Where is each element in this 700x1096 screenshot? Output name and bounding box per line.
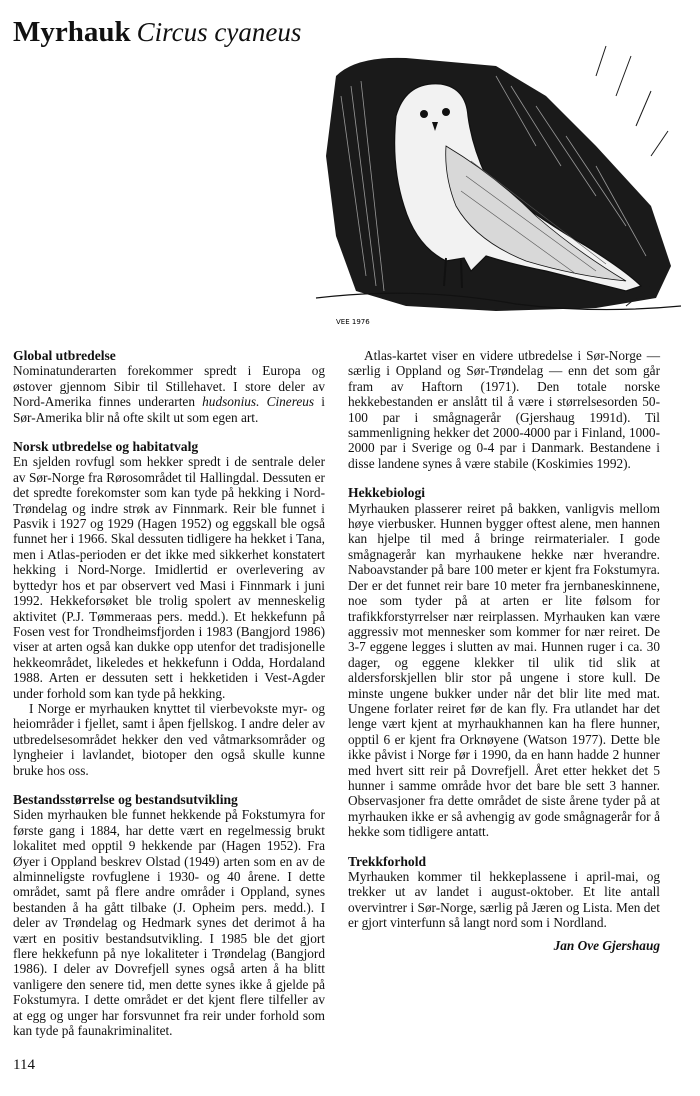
section-heading-migration: Trekkforhold bbox=[348, 853, 427, 869]
common-name: Myrhauk bbox=[13, 16, 131, 48]
section-heading-population: Bestandsstørrelse og bestandsutvikling bbox=[13, 791, 238, 807]
norway-paragraph-1: En sjelden rovfugl som hekker spredt i de sentrale deler av Sør-Norge fra Rørosområdet til Hallingdal. Dessuten er det spredte forekomster som kan tyde på hekking i Nord-Trøndelag og indre strøk av Finnmark. Reir ble funnet i Pasvik i 1927 og 1929 (Hagen 1952) og eggskall ble også funnet her i 1966. Skal dessuten tidligere ha hekket i Tana, men i Atlas-perioden er det ikke med sikkerhet konstatert hekking i Nord-Norge. Imidlertid er overlevering av byttedyr hos et par observert ved Masi i Finnmark i juni 1992. Hekkeforsøket ble trolig spolert av menneskelig aktivitet (P.J. Tømmeraas pers. medd.). Et hekkefunn på Fosen vest for Trondheimsfjorden i 1983 (Bangjord 1986) viser at arten også kan dukke opp utenfor det tradisjonelle hekkeområdet, likeledes et hekkefunn i Odda, Hordaland 1988. Arten er dessuten sett i hekketiden i Vest-Agder under forhold som kan tyde på hekking. bbox=[13, 454, 325, 701]
page-number: 114 bbox=[13, 1057, 35, 1073]
scientific-name: Circus cyaneus bbox=[136, 17, 302, 47]
author-name: Jan Ove Gjershaug bbox=[553, 937, 660, 953]
population-paragraph-1: Siden myrhauken ble funnet hekkende på Fokstumyra for første gang i 1884, har dette vært en regelmessig brukt lokalitet med opptil 9 hekkende par (Hagen 1952). Fra Øyer i Oppland beskrev Olstad (1949) arten som en av de alminneligste rovfuglene i 1930- og 40 årene. I dette området, samt på flere andre områder i Oppland, synes bestanden å ha gått tilbake (J. Opheim pers. medd.). I deler av Trøndelag og Hedmark synes det derimot å ha vært en positiv bestandsutvikling. I 1985 ble det gjort flere hekkefunn på nye lokaliteter i Trøndelag (Bangjord 1986). I deler av Dovrefjell synes også arten å ha blitt vanligere den senere tid, men dette synes ikke å gjelde på Fokstumyra. I dette området er det kjent flere tilfeller av at egg og unger har forsvunnet fra reir under forhold som kan tyde på faunakriminalitet. bbox=[13, 807, 325, 1039]
section-heading-global: Global utbredelse bbox=[13, 348, 116, 363]
norway-paragraph-2: I Norge er myrhauken knyttet til vierbevokste myr- og heiområder i fjellet, samt i åpen fjellskog. I andre deler av utbredelsesområdet hekker den ved våtmarksområder og lyngheier i lavlandet, biotoper den også skulle kunne bruke hos oss. bbox=[13, 700, 325, 778]
artist-signature: VEE 1976 bbox=[336, 318, 370, 326]
section-heading-norway: Norsk utbredelse og habitatvalg bbox=[13, 439, 199, 455]
population-paragraph-2: Atlas-kartet viser en videre utbredelse i Sør-Norge — særlig i Oppland og Sør-Trøndelag — enn det som går fram av Haftorn (1971). Den totale norske hekkebestanden er anslått til å være i størrelsesorden 50-100 par i smågnagerår (Gjershaug 1991d). Til sammenligning hekker det 2000-4000 par i Finland, 1000-2000 par i Sverige og 0-4 par i Danmark. Bestandene i disse landene synes å være stabile (Koskimies 1992). bbox=[348, 348, 660, 471]
page-title bbox=[13, 16, 301, 48]
global-paragraph: Nominatunderarten forekommer spredt i Europa og østover gjennom Sibir til Stillehavet. I store deler av Nord-Amerika finnes underarten hudsonius. Cinereus i Sør-Amerika blir nå ofte skilt ut som egen art. bbox=[13, 363, 325, 425]
harrier-bird-drawing-icon bbox=[296, 36, 686, 336]
breeding-paragraph: Myrhauken plasserer reiret på bakken, vanligvis mellom høye vierbusker. Hunnen bygger oftest alene, men hannen kan hjelpe til med å bringe reirmaterialer. I gode smågnagerår kan myrhaukene hekke nær hverandre. Naboavstander på bare 100 meter er kjent fra Fokstumyra. Der er det funnet reir bare 10 meter fra jernbaneskinnene, noe som tyder på at arten er lite følsom for trafikkforstyrrelser nær reirplassen. Myrhauken kan være aggressiv mot mennesker som kommer for nær reiret. De 3-7 eggene legges i slutten av mai. Hunnen ruger i ca. 30 dager, og eggene klekker til ulik tid slik at aldersforskjellen blir stor på ungene i store kull. De minste ungene bukker under når det blir lite med mat. Ungene forlater reiret før de kan fly. Fra utlandet har det lenge vært kjent at myrhaukhannen kan ha flere hunner, opptil 6 er kjent fra Orknøyene (Watson 1977). Dette ble ikke påvist i Norge før i 1990, da en hann hadde 2 hunner med hvert sitt reir på Dovrefjell. Året etter hekket det 5 hunner i samme område hvor det bare ble sett 3 hanner. Observasjoner fra dette området de siste årene tyder på at myrhauken ikke er så avhengig av gode smågnagerår for å hekke som tidligere antatt. bbox=[348, 500, 660, 840]
right-column bbox=[348, 348, 660, 953]
left-column bbox=[13, 348, 325, 1038]
section-heading-breeding: Hekkebiologi bbox=[348, 485, 426, 501]
migration-paragraph: Myrhauken kommer til hekkeplassene i april-mai, og trekker ut av landet i august-oktober. Et lite antall overvintrer i Sør-Norge, særlig på Jæren og Lista. Men det er gjort vinterfunn så langt nord som i Nordland. bbox=[348, 869, 660, 931]
